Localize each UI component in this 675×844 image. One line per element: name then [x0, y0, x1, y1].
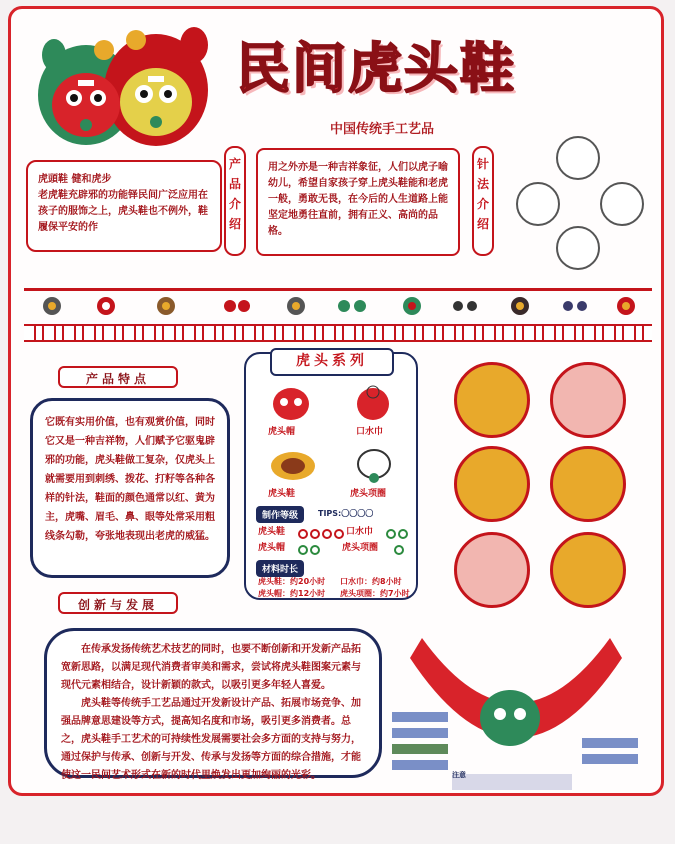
innovation-label: 创新与发展: [58, 592, 178, 614]
intro-middle-text: 用之外亦是一种吉祥象征，人们以虎子喻幼儿，希望自家孩子穿上虎头鞋能和老虎一般，勇敢无畏，在今后的人生道路上能坚定地勇往直前，拥有正义、高尚的品格。: [268, 162, 448, 237]
tiger-face-5: [454, 532, 530, 608]
difficulty-row2-a: 虎头帽: [258, 543, 286, 553]
difficulty-label: 制作等级: [256, 506, 304, 523]
price-row2-a: 虎头帽：约12小时: [258, 589, 326, 598]
innovation-text-1: 在传承发扬传统艺术技艺的同时，也要不断创新和开发新产品拓宽新思路，以满足现代消费者审美和需求，尝试将虎头鞋图案元素与现代元素相结合，设计新颖的款式，以吸引更多年轻人喜爱。: [61, 644, 361, 691]
tiger-shoes-illustration: [26, 10, 226, 160]
difficulty-tips: TIPS:〇〇〇〇: [318, 509, 374, 518]
intro-left-box: [26, 160, 222, 252]
tiger-face-4: [550, 446, 626, 522]
features-text: 它既有实用价值，也有观赏价值，同时它又是一种吉祥物，人们赋予它驱鬼辟邪的功能，虎头鞋做工复杂，仅虎头上就需要用到刺绣、拨花、打籽等各种各样的针法，鞋面的颜色通常以红、黄为主，虎嘴、眉毛、鼻、眼等处常采用粗线条勾勒，夸张地表现出老虎的威猛。: [45, 417, 215, 542]
stitch-diagram-1: [556, 136, 600, 180]
tiger-shoe-image: [268, 444, 318, 484]
intro-left-heading: 虎頭鞋 健和虎步: [38, 174, 112, 185]
label-product-intro: 产品介绍: [224, 146, 246, 256]
series-panel: [244, 352, 418, 600]
features-label: 产品特点: [58, 366, 178, 388]
innovation-box: [44, 628, 382, 781]
tiger-face-6: [550, 532, 626, 608]
stitch-diagram-4: [556, 226, 600, 270]
difficulty-row2-a-circles: [298, 540, 322, 559]
difficulty-row1-a: 虎头鞋: [258, 527, 286, 537]
collar-image: [352, 444, 396, 484]
series-item-collar: 虎头项圈: [350, 489, 387, 499]
diagram-notes-label: 注意: [452, 771, 466, 779]
innovation-text-2: 虎头鞋等传统手工艺品通过开发新设计产品、拓展市场竞争、加强品牌意思建设等方式，提高知名度和市场，吸引更多消费者。总之，虎头鞋手工艺术的可持续性发展需要社会多方面的支持与努力，通过保护与传承、创新与开发、传承与发扬等方面的综合措施，才能使这一民间艺术形式在新的时代里焕发出更加绚丽的光彩。: [61, 698, 361, 781]
price-row1-b: 口水巾：约8小时: [340, 577, 402, 586]
series-item-hat: 虎头帽: [268, 427, 296, 437]
pattern-ribbon: [24, 324, 652, 342]
divider-line: [24, 288, 652, 291]
difficulty-row2-b: 虎头项圈: [342, 543, 379, 553]
tiger-face-grid: [450, 356, 650, 606]
intro-middle-box: [256, 148, 460, 256]
price-row2-b: 虎头项圈：约7小时: [340, 589, 410, 598]
tiger-icon-row: [40, 294, 640, 318]
series-item-bib: 口水巾: [356, 427, 384, 437]
page-title: 民间虎头鞋: [236, 36, 516, 100]
collar-diagram: [392, 618, 640, 794]
price-label: 材料时长: [256, 560, 304, 577]
features-box: [30, 398, 230, 578]
tiger-face-1: [454, 362, 530, 438]
bib-image: [352, 382, 394, 422]
stitch-diagram-3: [600, 182, 644, 226]
label-needle-intro: 针法介绍: [472, 146, 494, 256]
difficulty-row1-b: 口水巾: [346, 527, 374, 537]
stitch-diagram-2: [516, 182, 560, 226]
tiger-face-2: [550, 362, 626, 438]
price-row1-a: 虎头鞋：约20小时: [258, 577, 326, 586]
series-title: 虎头系列: [270, 348, 394, 376]
intro-left-text: 老虎鞋充辟邪的功能铎民间广泛应用在孩子的服饰之上，虎头鞋也不例外，鞋履保平安的作: [38, 190, 208, 233]
tiger-hat-image: [270, 382, 312, 422]
page-subtitle: 中国传统手工艺品: [330, 122, 435, 137]
series-item-shoe: 虎头鞋: [268, 489, 296, 499]
difficulty-row2-b-circles: [394, 540, 406, 559]
tiger-face-3: [454, 446, 530, 522]
